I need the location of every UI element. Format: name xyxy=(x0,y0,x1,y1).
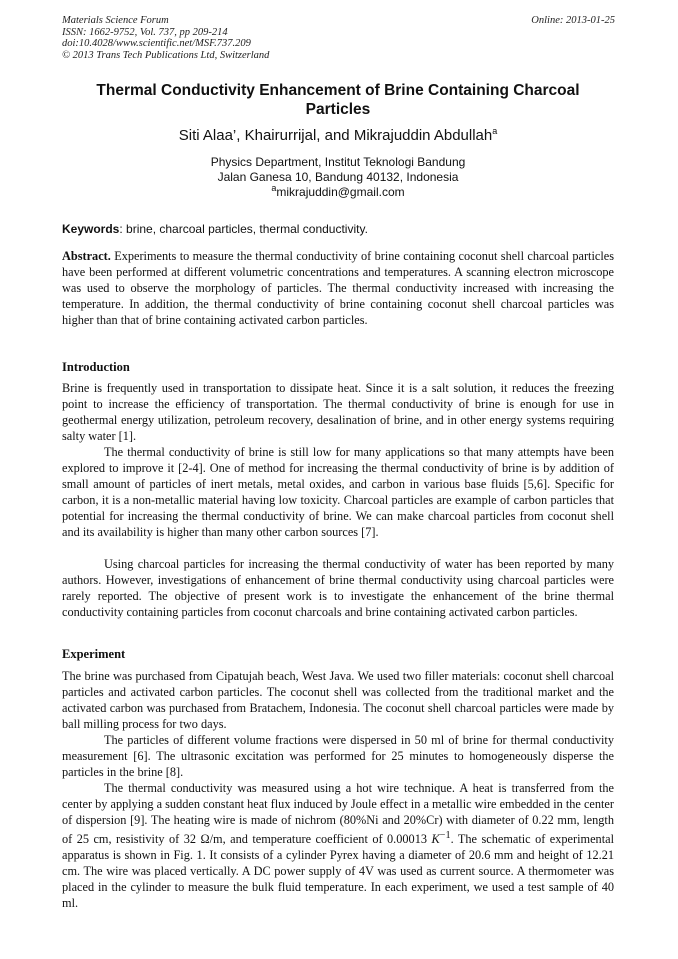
copyright-line: © 2013 Trans Tech Publications Ltd, Switzerland xyxy=(62,49,270,61)
doi-line[interactable]: doi:10.4028/www.scientific.net/MSF.737.209 xyxy=(62,38,251,49)
unit-exponent: −1 xyxy=(439,830,451,841)
affiliation xyxy=(62,155,614,200)
journal-name: Materials Science Forum xyxy=(62,15,169,26)
journal-header xyxy=(62,15,269,61)
introduction-paragraph-1: Brine is frequently used in transportation to dissipate heat. Since it is a salt solution, it reduces the freezing point to increase the efficiency of transportation. The thermal conductivity of brine is enough for use in geothermal energy utilization, petroleum recovery, desalination of brine, and in other energy systems requiring salty water [1]. xyxy=(62,381,614,443)
paper-title: Thermal Conductivity Enhancement of Brine Containing Charcoal Particles xyxy=(96,82,580,118)
experiment-heading: Experiment xyxy=(62,647,126,661)
keywords-text: : brine, charcoal particles, thermal conductivity. xyxy=(119,222,368,236)
abstract xyxy=(62,248,614,328)
introduction-heading: Introduction xyxy=(62,360,130,374)
affiliation-department: Physics Department, Institut Teknologi Bandung xyxy=(210,155,466,169)
experiment-paragraph-3 xyxy=(62,780,614,911)
affiliation-address: Jalan Ganesa 10, Bandung 40132, Indonesia xyxy=(217,170,459,184)
online-date: Online: 2013-01-25 xyxy=(531,15,615,26)
issn-line: ISSN: 1662-9752, Vol. 737, pp 209-214 xyxy=(62,26,228,38)
keywords xyxy=(62,222,614,237)
experiment-paragraph-3-part-2: . The schematic of experimental apparatus is shown in Fig. 1. It consists of a cylinder Pyrex having a diameter of 20.6 mm and height of 12.21 cm. The wire was placed vertically. A DC power supply of 4V was used as current source. A thermometer was placed in the cylinder to measure the bulk fluid temperature. In each experiment, we used a test sample of 40 ml. xyxy=(62,832,614,911)
introduction-paragraph-2: The thermal conductivity of brine is still low for many applications so that many attempts have been explored to improve it [2-4]. One of method for increasing the thermal conductivity of brine is by addition of small amount of particles of inert metals, metal oxides, and carbon in various base fluids [5,6]. Specific for carbon, it is a non-metallic material having low toxicity. Charcoal particles are example of carbon particles that potential for increasing the thermal conductivity of brine. We can make charcoal particles from coconut shell and its availability is higher than many other carbon sources [7]. xyxy=(62,445,614,539)
author-list xyxy=(62,126,614,145)
affiliation-email-line xyxy=(62,185,614,200)
abstract-label: Abstract. xyxy=(62,249,111,263)
experiment-paragraph-1: The brine was purchased from Cipatujah beach, West Java. We used two filler materials: coconut shell charcoal particles and activated carbon particles. The coconut shell was collected from the traditional market and the activated carbon was purchased from Bratachem, Indonesia. The coconut shell charcoal particles were made by ball milling process for two days. xyxy=(62,669,614,731)
email-superscript: a xyxy=(271,183,277,193)
author-email[interactable]: mikrajuddin@gmail.com xyxy=(276,185,405,199)
experiment-paragraph-2: The particles of different volume fractions were dispersed in 50 ml of brine for thermal conductivity measurement [6]. The ultrasonic excitation was performed for 25 minutes to homogeneously disperse the particles in the brine [8]. xyxy=(62,733,614,779)
keywords-label: Keywords xyxy=(62,222,120,236)
introduction-paragraph-3: Using charcoal particles for increasing the thermal conductivity of water has been reported by many authors. However, investigations of enhancement of brine thermal conductivity using charcoal particles were rarely reported. The objective of present work is to investigate the enhancement of the brine thermal conductivity containing particles from coconut charcoals and brine containing activated carbon particles. xyxy=(62,557,614,619)
author-names: Siti Alaa’, Khairurrijal, and Mikrajuddin Abdullah xyxy=(178,127,493,144)
author-superscript: a xyxy=(492,126,498,136)
unit-kelvin: K xyxy=(431,832,440,847)
abstract-text: Experiments to measure the thermal conductivity of brine containing coconut shell charcoal particles have been performed at different volumetric concentrations and temperatures. A scanning electron microscope was used to observe the morphology of particles. The thermal conductivity increased with increasing the temperature. In addition, the thermal conductivity of brine containing coconut shell charcoal particles was higher than that of brine containing activated carbon particles. xyxy=(62,249,614,327)
experiment-paragraph-3-part-1: The thermal conductivity was measured using a hot wire technique. A heat is transferred from the center by applying a sudden constant heat flux induced by Joule effect in a metallic wire embedded in the center of dispersion [9]. The heating wire is made of nichrom (80%Ni and 20%Cr) with diameter of 0.22 mm, length of 25 cm, resistivity of 32 Ω/m, and temperature coefficient of 0.00013 xyxy=(62,781,614,847)
